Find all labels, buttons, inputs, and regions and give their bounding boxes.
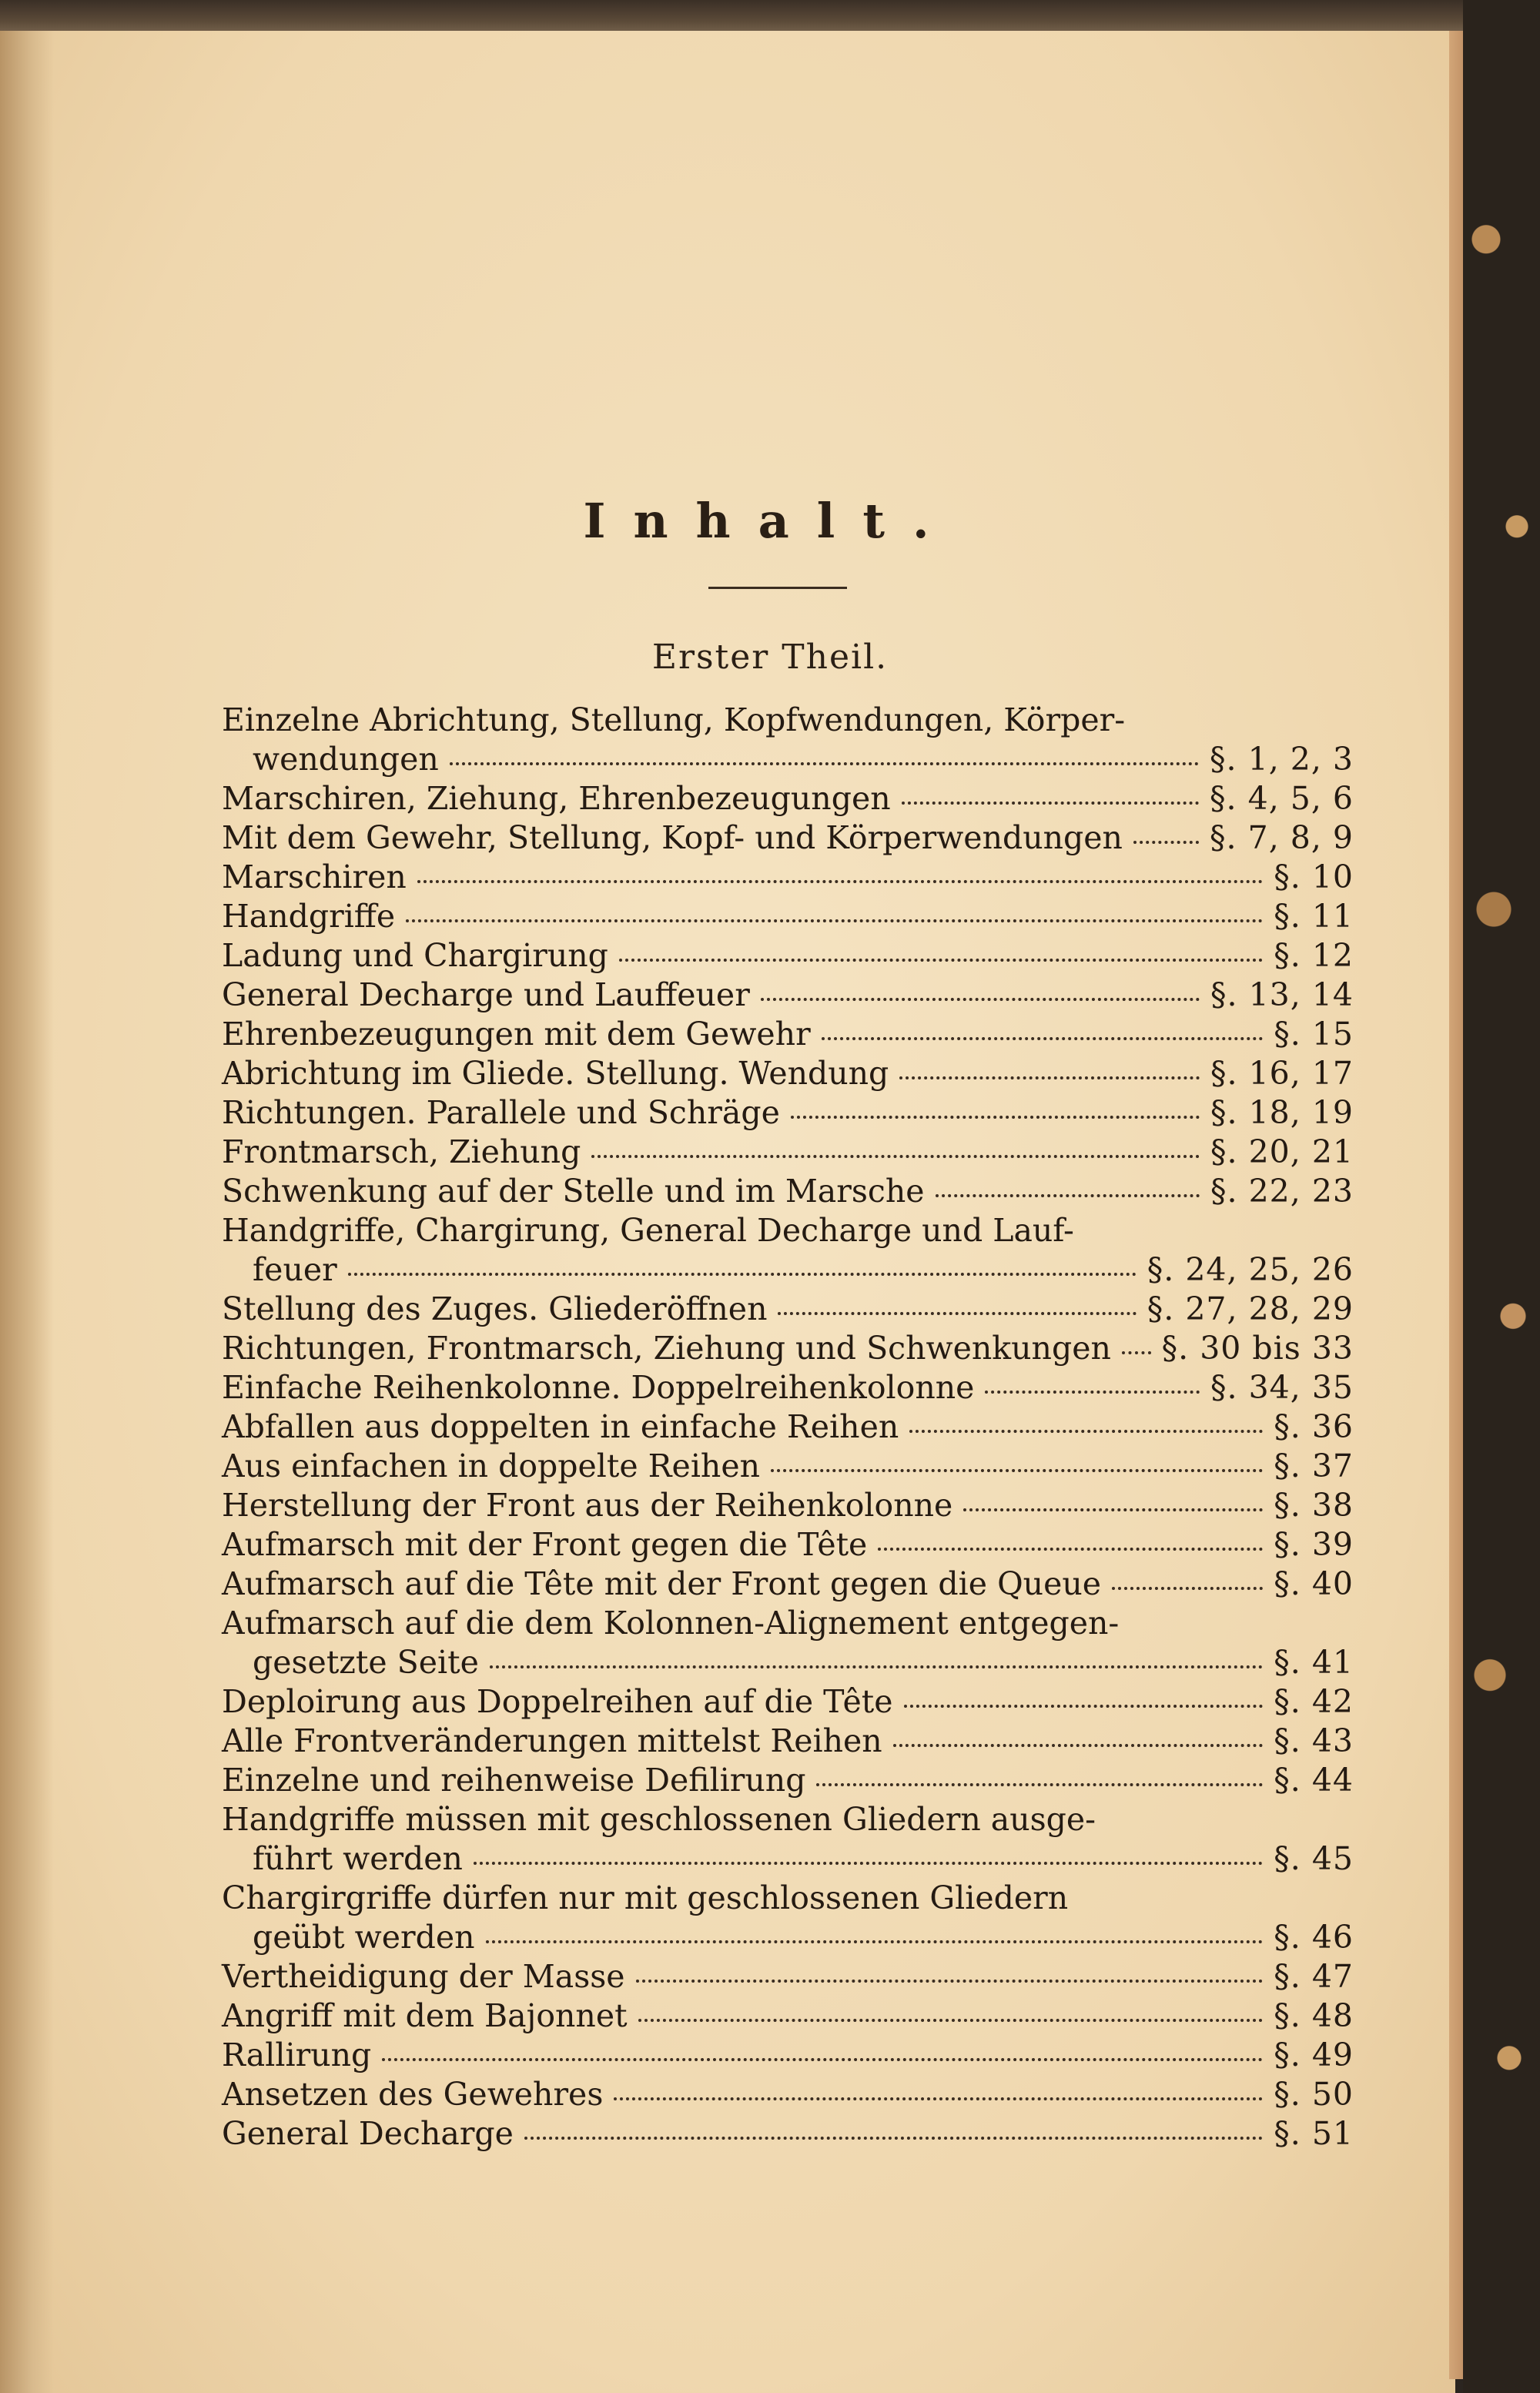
toc-entry <box>222 1172 1354 1211</box>
dot-leader <box>474 1854 1263 1865</box>
toc-entry-section-ref: §. 41 <box>1274 1644 1354 1681</box>
toc-entry-title-line: Aufmarsch auf die dem Kolonnen-Alignement entgegen- <box>222 1605 1120 1642</box>
dot-leader <box>619 951 1263 962</box>
toc-entry <box>222 1879 1354 1957</box>
dot-leader <box>1133 833 1199 844</box>
dot-leader <box>963 1501 1263 1511</box>
toc-entry-section-ref: §. 36 <box>1274 1408 1354 1445</box>
part-title: Erster Theil. <box>651 638 889 677</box>
dot-leader <box>636 1972 1264 1983</box>
dot-leader <box>1112 1579 1263 1590</box>
toc-entry <box>222 1957 1354 1996</box>
dot-leader <box>486 1933 1264 1943</box>
toc-entry <box>222 1015 1354 1054</box>
toc-entry-title: Marschiren <box>222 858 407 895</box>
toc-entry <box>222 1722 1354 1761</box>
toc-entry-section-ref: §. 7, 8, 9 <box>1210 819 1354 856</box>
toc-entry-title: Aufmarsch mit der Front gegen die Tête <box>222 1526 868 1563</box>
toc-entry-section-ref: §. 12 <box>1274 937 1354 974</box>
toc-entry-section-ref: §. 24, 25, 26 <box>1147 1251 1354 1288</box>
dot-leader <box>791 1108 1200 1119</box>
toc-entry-title: Herstellung der Front aus der Reihenkolonne <box>222 1487 953 1524</box>
dot-leader <box>778 1304 1136 1315</box>
toc-entry-section-ref: §. 48 <box>1274 1997 1354 2034</box>
dot-leader <box>638 2011 1264 2022</box>
toc-entry-title: Ansetzen des Gewehres <box>222 2076 604 2113</box>
dot-leader <box>822 1029 1264 1040</box>
toc-entry <box>222 1604 1354 1682</box>
toc-entry <box>222 1133 1354 1172</box>
toc-entry-section-ref: §. 51 <box>1274 2115 1354 2152</box>
toc-entry-title: Richtungen. Parallele und Schräge <box>222 1094 780 1131</box>
toc-entry-section-ref: §. 46 <box>1274 1919 1354 1956</box>
toc-entry-section-ref: §. 47 <box>1274 1958 1354 1995</box>
page-title: Inhalt. <box>583 493 957 549</box>
toc-entry-title: Rallirung <box>222 2037 372 2073</box>
dot-leader <box>450 755 1199 765</box>
toc-entry <box>222 897 1354 936</box>
page-gutter-shadow <box>0 31 54 2393</box>
toc-entry-title: Mit dem Gewehr, Stellung, Kopf- und Körperwendungen <box>222 819 1123 856</box>
toc-entry-title: Vertheidigung der Masse <box>222 1958 625 1995</box>
toc-entry-title: Aufmarsch auf die Tête mit der Front gegen die Queue <box>222 1565 1102 1602</box>
toc-entry <box>222 1290 1354 1329</box>
dot-leader <box>936 1186 1200 1197</box>
toc-entry <box>222 2075 1354 2114</box>
dot-leader <box>909 1422 1263 1433</box>
toc-entry <box>222 976 1354 1015</box>
toc-entry-title-line: Chargirgriffe dürfen nur mit geschlossenen Gliedern <box>222 1879 1069 1916</box>
toc-entry <box>222 1407 1354 1447</box>
toc-entry-section-ref: §. 44 <box>1274 1762 1354 1799</box>
toc-entry <box>222 858 1354 897</box>
toc-entry-title: Schwenkung auf der Stelle und im Marsche <box>222 1173 925 1210</box>
dot-leader <box>382 2050 1263 2061</box>
toc-entry-section-ref: §. 18, 19 <box>1210 1094 1354 1131</box>
toc-entry <box>222 1761 1354 1800</box>
dot-leader <box>348 1265 1137 1276</box>
toc-entry-section-ref: §. 38 <box>1274 1487 1354 1524</box>
dot-leader <box>893 1736 1264 1747</box>
toc-entry-section-ref: §. 43 <box>1274 1722 1354 1759</box>
toc-entry-section-ref: §. 30 bis 33 <box>1161 1330 1354 1367</box>
toc-entry-title: Alle Frontveränderungen mittelst Reihen <box>222 1722 882 1759</box>
toc-entry <box>222 2114 1354 2154</box>
toc-entry-section-ref: §. 40 <box>1274 1565 1354 1602</box>
toc-entry-title: General Decharge und Lauffeuer <box>222 976 750 1013</box>
dot-leader <box>761 990 1200 1001</box>
toc-entry <box>222 1211 1354 1290</box>
toc-entry-title-line: Handgriffe müssen mit geschlossenen Gliedern ausge- <box>222 1801 1096 1838</box>
toc-entry <box>222 1054 1354 1093</box>
dot-leader <box>904 1697 1264 1708</box>
toc-entry-title: General Decharge <box>222 2115 514 2152</box>
toc-entry-section-ref: §. 27, 28, 29 <box>1147 1290 1354 1327</box>
toc-entry-title: geübt werden <box>253 1919 475 1956</box>
dot-leader <box>490 1658 1263 1668</box>
toc-entry-title: Abfallen aus doppelten in einfache Reihen <box>222 1408 899 1445</box>
toc-entry-section-ref: §. 22, 23 <box>1210 1173 1354 1210</box>
toc-entry-title: Ehrenbezeugungen mit dem Gewehr <box>222 1016 811 1053</box>
title-divider <box>708 587 847 589</box>
toc-entry-section-ref: §. 11 <box>1274 898 1354 935</box>
toc-entry <box>222 1996 1354 2036</box>
toc-entry-title: feuer <box>253 1251 337 1288</box>
toc-entry <box>222 1800 1354 1879</box>
dot-leader <box>417 872 1263 883</box>
dot-leader <box>878 1540 1263 1551</box>
toc-entry <box>222 818 1354 858</box>
toc-entry-title: Einfache Reihenkolonne. Doppelreihenkolonne <box>222 1369 975 1406</box>
toc-entry-title: Handgriffe <box>222 898 396 935</box>
dot-leader <box>902 794 1199 805</box>
toc-entry-section-ref: §. 34, 35 <box>1210 1369 1354 1406</box>
toc-entry <box>222 1486 1354 1525</box>
table-of-contents <box>222 701 1354 2154</box>
toc-entry <box>222 1368 1354 1407</box>
toc-entry-section-ref: §. 45 <box>1274 1840 1354 1877</box>
toc-entry <box>222 1447 1354 1486</box>
toc-entry-title: führt werden <box>253 1840 463 1877</box>
marbled-cover-edge <box>1463 0 1540 2393</box>
toc-entry-section-ref: §. 4, 5, 6 <box>1210 780 1354 817</box>
toc-entry-section-ref: §. 20, 21 <box>1210 1133 1354 1170</box>
toc-entry-title: Angriff mit dem Bajonnet <box>222 1997 628 2034</box>
toc-entry-title: Deploirung aus Doppelreihen auf die Tête <box>222 1683 893 1720</box>
toc-entry-section-ref: §. 39 <box>1274 1526 1354 1563</box>
toc-entry <box>222 779 1354 818</box>
toc-entry-section-ref: §. 50 <box>1274 2076 1354 2113</box>
dot-leader <box>1122 1344 1151 1354</box>
toc-entry-title-line: Handgriffe, Chargirung, General Decharge und Lauf- <box>222 1212 1074 1249</box>
toc-entry-title: Frontmarsch, Ziehung <box>222 1133 581 1170</box>
toc-entry <box>222 1565 1354 1604</box>
toc-entry-title: Aus einfachen in doppelte Reihen <box>222 1448 761 1484</box>
toc-entry-section-ref: §. 13, 14 <box>1210 976 1354 1013</box>
toc-entry-section-ref: §. 37 <box>1274 1448 1354 1484</box>
toc-entry <box>222 701 1354 779</box>
toc-entry-title-line: Einzelne Abrichtung, Stellung, Kopfwendungen, Körper- <box>222 701 1126 738</box>
toc-entry <box>222 1329 1354 1368</box>
toc-entry <box>222 1093 1354 1133</box>
toc-entry-title: Einzelne und reihenweise Defilirung <box>222 1762 806 1799</box>
toc-entry-section-ref: §. 16, 17 <box>1210 1055 1354 1092</box>
dot-leader <box>816 1776 1263 1786</box>
toc-entry-title: Abrichtung im Gliede. Stellung. Wendung <box>222 1055 889 1092</box>
toc-entry-title: Stellung des Zuges. Gliederöffnen <box>222 1290 768 1327</box>
toc-entry-section-ref: §. 15 <box>1274 1016 1354 1053</box>
toc-entry <box>222 936 1354 976</box>
toc-entry <box>222 2036 1354 2075</box>
dot-leader <box>614 2090 1263 2100</box>
dot-leader <box>899 1069 1200 1079</box>
toc-entry-section-ref: §. 49 <box>1274 2037 1354 2073</box>
toc-entry-section-ref: §. 42 <box>1274 1683 1354 1720</box>
toc-entry-section-ref: §. 1, 2, 3 <box>1210 741 1354 778</box>
toc-entry-title: Ladung und Chargirung <box>222 937 608 974</box>
dot-leader <box>406 912 1263 922</box>
toc-entry-section-ref: §. 10 <box>1274 858 1354 895</box>
toc-entry <box>222 1682 1354 1722</box>
dot-leader <box>591 1147 1200 1158</box>
toc-entry-title: Richtungen, Frontmarsch, Ziehung und Schwenkungen <box>222 1330 1111 1367</box>
toc-entry <box>222 1525 1354 1565</box>
dot-leader <box>524 2129 1263 2140</box>
toc-entry-title: wendungen <box>253 741 439 778</box>
toc-entry-title: gesetzte Seite <box>253 1644 479 1681</box>
dot-leader <box>771 1461 1263 1472</box>
toc-entry-title: Marschiren, Ziehung, Ehrenbezeugungen <box>222 780 891 817</box>
dot-leader <box>985 1383 1200 1394</box>
